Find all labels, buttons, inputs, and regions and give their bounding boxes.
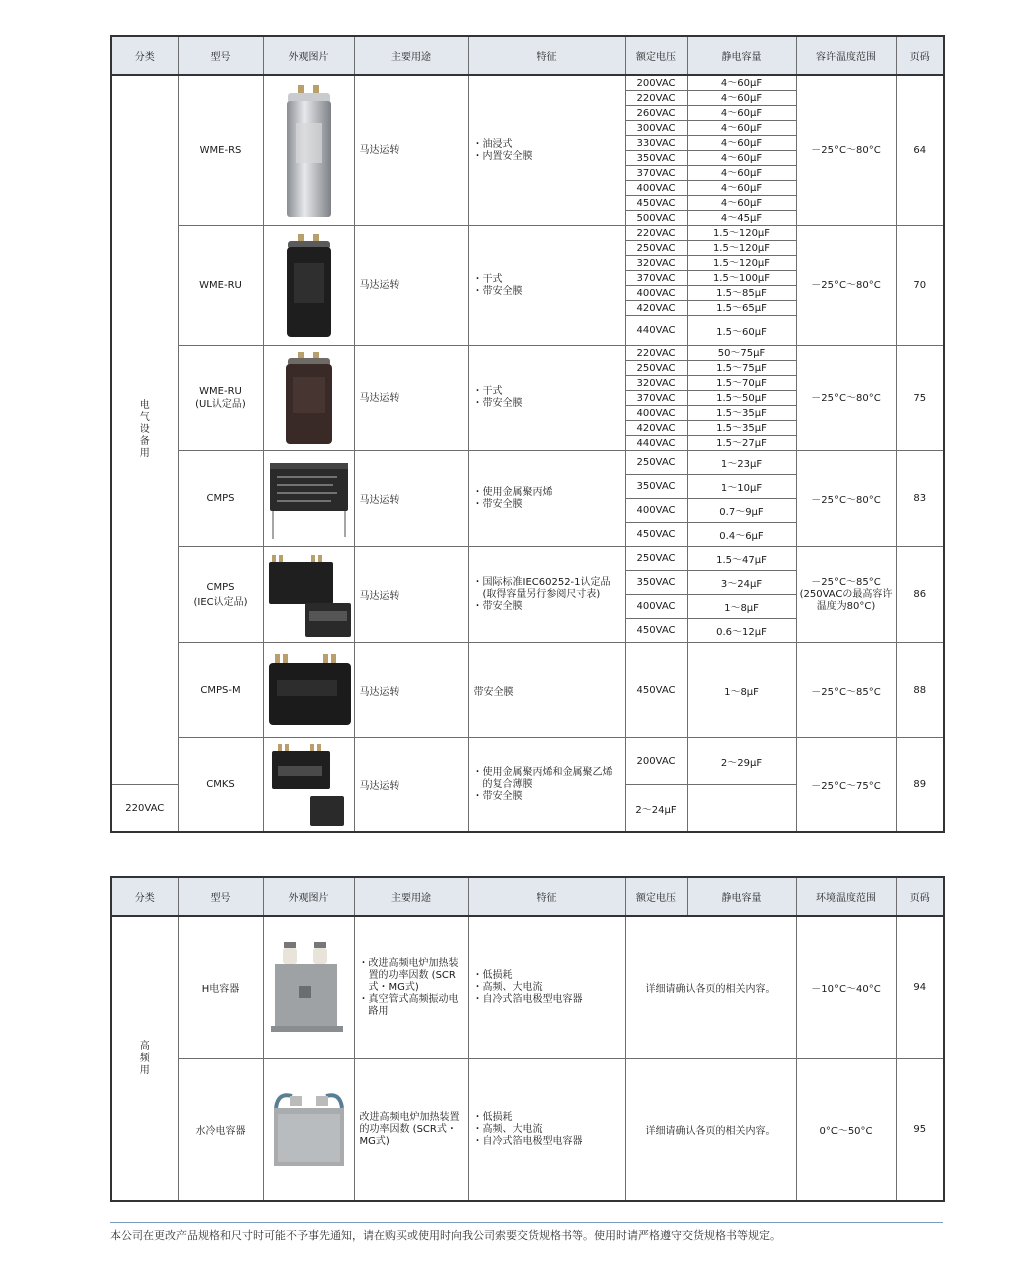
temperature-cell: 0°C～50°C — [796, 1059, 896, 1202]
capacitance-cell: 1.5～60μF — [687, 316, 796, 346]
capacitance-cell: 2～29μF — [687, 738, 796, 785]
temperature-cell: －10°C～40°C — [796, 916, 896, 1059]
temperature-cell: －25°C～75°C — [796, 738, 896, 833]
usage-cell: 马达运转 — [354, 547, 468, 643]
capacitance-cell: 1～8μF — [687, 643, 796, 738]
voltage-cell: 250VAC — [625, 241, 687, 256]
usage-item: ・ 真空管式高频振动电路用 — [360, 994, 464, 1018]
table-row — [111, 738, 944, 785]
feature-item: ・ 国际标准IEC60252-1认定品 (取得容量另行参阅尺寸表) — [474, 577, 621, 601]
header-category: 分类 — [111, 877, 178, 916]
capacitance-cell: 0.7～9μF — [687, 499, 796, 523]
features-cell — [468, 643, 625, 738]
voltage-cell: 370VAC — [625, 166, 687, 181]
capacitance-cell: 1.5～85μF — [687, 286, 796, 301]
features-cell — [468, 451, 625, 547]
feature-item: ・ 使用金属聚丙烯 — [474, 487, 621, 499]
capacitance-cell: 4～60μF — [687, 106, 796, 121]
capacitance-cell: 4～60μF — [687, 196, 796, 211]
voltage-cell: 450VAC — [625, 643, 687, 738]
category-cell — [111, 75, 178, 785]
voltage-cell: 250VAC — [625, 451, 687, 475]
feature-item: ・ 自冷式箔电极型电容器 — [474, 994, 621, 1006]
model-name: CMPS — [206, 581, 235, 593]
feature-item: ・ 高频、大电流 — [474, 982, 621, 994]
temperature-cell: －25°C～85°C — [796, 643, 896, 738]
model-cell: CMPS — [178, 451, 263, 547]
table-header-row — [111, 36, 944, 75]
capacitance-cell: 1.5～100μF — [687, 271, 796, 286]
header-voltage: 额定电压 — [625, 877, 687, 916]
feature-item: ・ 干式 — [474, 386, 621, 398]
voltage-cell: 220VAC — [111, 785, 178, 833]
black-box-capacitor-icon — [267, 650, 353, 730]
voltage-cell: 330VAC — [625, 136, 687, 151]
capacitance-cell: 1～10μF — [687, 475, 796, 499]
voltage-cell: 320VAC — [625, 256, 687, 271]
header-model: 型号 — [178, 877, 263, 916]
header-features: 特征 — [468, 877, 625, 916]
product-image — [263, 916, 354, 1059]
capacitance-cell: 1～8μF — [687, 595, 796, 619]
capacitance-cell: 1.5～70μF — [687, 376, 796, 391]
voltage-cell: 320VAC — [625, 376, 687, 391]
features-cell — [468, 75, 625, 226]
table-row — [111, 643, 944, 738]
voltage-cell: 440VAC — [625, 436, 687, 451]
capacitance-cell: 1～23μF — [687, 451, 796, 475]
motor-capacitor-table — [110, 35, 945, 833]
voltage-cell: 450VAC — [625, 523, 687, 547]
capacitance-cell: 4～60μF — [687, 181, 796, 196]
capacitance-cell: 1.5～120μF — [687, 256, 796, 271]
header-image: 外观图片 — [263, 36, 354, 75]
capacitance-cell: 1.5～50μF — [687, 391, 796, 406]
page-cell: 86 — [896, 547, 944, 643]
page-cell: 64 — [896, 75, 944, 226]
feature-item: ・ 带安全膜 — [474, 499, 621, 511]
details-cell: 详细请确认各页的相关内容。 — [625, 916, 796, 1059]
header-temperature: 容许温度范围 — [796, 36, 896, 75]
feature-item: ・ 内置安全膜 — [474, 151, 621, 163]
voltage-cell: 220VAC — [625, 91, 687, 106]
high-frequency-capacitor-icon — [269, 938, 349, 1038]
voltage-cell: 400VAC — [625, 406, 687, 421]
model-cell — [178, 346, 263, 451]
header-voltage: 额定电压 — [625, 36, 687, 75]
table-row — [111, 226, 944, 241]
header-model: 型号 — [178, 36, 263, 75]
page-cell: 88 — [896, 643, 944, 738]
feature-item: ・ 带安全膜 — [474, 791, 621, 803]
category-cell — [111, 916, 178, 1201]
feature-item: ・ 低损耗 — [474, 1112, 621, 1124]
voltage-cell: 350VAC — [625, 571, 687, 595]
page-cell: 70 — [896, 226, 944, 346]
model-cell: H电容器 — [178, 916, 263, 1059]
voltage-cell: 440VAC — [625, 316, 687, 346]
features-cell — [468, 738, 625, 833]
usage-cell — [354, 916, 468, 1059]
voltage-cell: 220VAC — [625, 346, 687, 361]
capacitance-cell: 50～75μF — [687, 346, 796, 361]
voltage-cell: 370VAC — [625, 271, 687, 286]
usage-cell: 马达运转 — [354, 451, 468, 547]
header-temperature: 环境温度范围 — [796, 877, 896, 916]
usage-cell: 马达运转 — [354, 75, 468, 226]
voltage-cell: 400VAC — [625, 286, 687, 301]
header-image: 外观图片 — [263, 877, 354, 916]
capacitance-cell: 1.5～120μF — [687, 226, 796, 241]
feature-item: ・ 高频、大电流 — [474, 1124, 621, 1136]
page-cell: 83 — [896, 451, 944, 547]
header-features: 特征 — [468, 36, 625, 75]
table-row — [111, 916, 944, 1059]
voltage-cell: 500VAC — [625, 211, 687, 226]
temperature-cell: －25°C～85°C (250VACの最高容许温度为80°C) — [796, 547, 896, 643]
usage-cell: 马达运转 — [354, 226, 468, 346]
table-row — [111, 547, 944, 571]
table-row — [111, 75, 944, 91]
page-cell: 75 — [896, 346, 944, 451]
model-name: WME-RU — [199, 386, 242, 397]
product-image — [263, 643, 354, 738]
feature-item: ・ 干式 — [474, 274, 621, 286]
voltage-cell: 200VAC — [625, 75, 687, 91]
water-cooled-capacitor-icon — [268, 1088, 350, 1172]
features-cell — [468, 547, 625, 643]
black-can-capacitor-icon — [284, 233, 334, 339]
model-cell: WME-RU — [178, 226, 263, 346]
voltage-cell: 250VAC — [625, 361, 687, 376]
features-cell — [468, 1059, 625, 1202]
capacitance-cell: 1.5～27μF — [687, 436, 796, 451]
capacitance-cell: 1.5～120μF — [687, 241, 796, 256]
model-cell — [178, 547, 263, 643]
capacitance-cell: 0.6～12μF — [687, 619, 796, 643]
table-row — [111, 346, 944, 361]
model-cell: CMKS — [178, 738, 263, 833]
box-capacitor-pair-icon — [267, 551, 353, 639]
capacitance-cell: 4～60μF — [687, 91, 796, 106]
capacitance-cell: 4～45μF — [687, 211, 796, 226]
high-frequency-capacitor-table — [110, 876, 945, 1202]
model-note: (UL认定品) — [195, 399, 246, 410]
voltage-cell: 200VAC — [625, 738, 687, 785]
page-cell: 89 — [896, 738, 944, 833]
header-capacitance: 静电容量 — [687, 877, 796, 916]
temperature-cell: －25°C～80°C — [796, 346, 896, 451]
capacitance-cell: 4～60μF — [687, 136, 796, 151]
voltage-cell: 370VAC — [625, 391, 687, 406]
voltage-cell: 400VAC — [625, 499, 687, 523]
feature-item: ・ 低损耗 — [474, 970, 621, 982]
feature-item: ・ 使用金属聚丙烯和金属聚乙烯的复合薄膜 — [474, 767, 621, 791]
header-page: 页码 — [896, 877, 944, 916]
feature-text: 带安全膜 — [473, 686, 514, 698]
model-cell: 水冷电容器 — [178, 1059, 263, 1202]
capacitance-cell: 1.5～65μF — [687, 301, 796, 316]
voltage-cell: 250VAC — [625, 547, 687, 571]
brown-can-capacitor-icon — [283, 351, 335, 445]
feature-item: ・ 油浸式 — [474, 139, 621, 151]
voltage-cell: 400VAC — [625, 181, 687, 196]
usage-cell: 改进高频电炉加热装置的功率因数 (SCR式・MG式) — [354, 1059, 468, 1202]
feature-item: ・ 自冷式箔电极型电容器 — [474, 1136, 621, 1148]
box-capacitor-icon — [267, 457, 351, 541]
voltage-cell: 300VAC — [625, 121, 687, 136]
features-cell — [468, 346, 625, 451]
voltage-cell: 400VAC — [625, 595, 687, 619]
capacitance-cell: 1.5～47μF — [687, 547, 796, 571]
features-cell — [468, 226, 625, 346]
capacitance-cell: 3～24μF — [687, 571, 796, 595]
capacitance-cell: 4～60μF — [687, 75, 796, 91]
product-image — [263, 451, 354, 547]
table-row — [111, 1059, 944, 1202]
header-usage: 主要用途 — [354, 877, 468, 916]
capacitance-cell: 4～60μF — [687, 121, 796, 136]
product-image — [263, 75, 354, 226]
product-image — [263, 738, 354, 833]
category-label: 电气设备用 — [139, 400, 150, 459]
page-cell: 94 — [896, 916, 944, 1059]
feature-item: ・ 带安全膜 — [474, 398, 621, 410]
capacitance-cell: 1.5～35μF — [687, 406, 796, 421]
product-image — [263, 547, 354, 643]
product-image — [263, 346, 354, 451]
voltage-cell: 220VAC — [625, 226, 687, 241]
capacitance-cell: 1.5～35μF — [687, 421, 796, 436]
feature-item: ・ 带安全膜 — [474, 286, 621, 298]
details-cell: 详细请确认各页的相关内容。 — [625, 1059, 796, 1202]
voltage-cell: 450VAC — [625, 619, 687, 643]
product-image — [263, 226, 354, 346]
capacitance-cell: 4～60μF — [687, 151, 796, 166]
usage-cell: 马达运转 — [354, 738, 468, 833]
capacitance-cell: 1.5～75μF — [687, 361, 796, 376]
temperature-cell: －25°C～80°C — [796, 226, 896, 346]
model-cell: WME-RS — [178, 75, 263, 226]
footer-note: 本公司在更改产品规格和尺寸时可能不予事先通知，请在购买或使用时向我公司索要交货规格书等。使用时请严格遵守交货规格书等规定。 — [110, 1222, 943, 1243]
capacitance-cell: 4～60μF — [687, 166, 796, 181]
temperature-cell: －25°C～80°C — [796, 451, 896, 547]
voltage-cell: 260VAC — [625, 106, 687, 121]
features-cell — [468, 916, 625, 1059]
header-page: 页码 — [896, 36, 944, 75]
capacitance-cell: 2～24μF — [625, 785, 687, 833]
voltage-cell: 420VAC — [625, 421, 687, 436]
capacitance-cell: 0.4～6μF — [687, 523, 796, 547]
temperature-cell: －25°C～80°C — [796, 75, 896, 226]
header-usage: 主要用途 — [354, 36, 468, 75]
usage-cell: 马达运转 — [354, 346, 468, 451]
page-cell: 95 — [896, 1059, 944, 1202]
model-note: (IEC认定品) — [193, 596, 248, 608]
header-category: 分类 — [111, 36, 178, 75]
model-cell: CMPS-M — [178, 643, 263, 738]
voltage-cell: 450VAC — [625, 196, 687, 211]
table-header-row — [111, 877, 944, 916]
table-row — [111, 451, 944, 475]
usage-item: ・ 改进高频电炉加热装置的功率因数 (SCR式・MG式) — [360, 958, 464, 994]
silver-can-capacitor-icon — [284, 83, 334, 219]
product-image — [263, 1059, 354, 1202]
header-capacitance: 静电容量 — [687, 36, 796, 75]
voltage-cell: 420VAC — [625, 301, 687, 316]
category-label: 高频用 — [139, 1040, 150, 1076]
feature-item: ・ 带安全膜 — [474, 601, 621, 613]
voltage-cell: 350VAC — [625, 475, 687, 499]
voltage-cell: 350VAC — [625, 151, 687, 166]
usage-cell: 马达运转 — [354, 643, 468, 738]
box-capacitor-small-icon — [270, 742, 348, 828]
